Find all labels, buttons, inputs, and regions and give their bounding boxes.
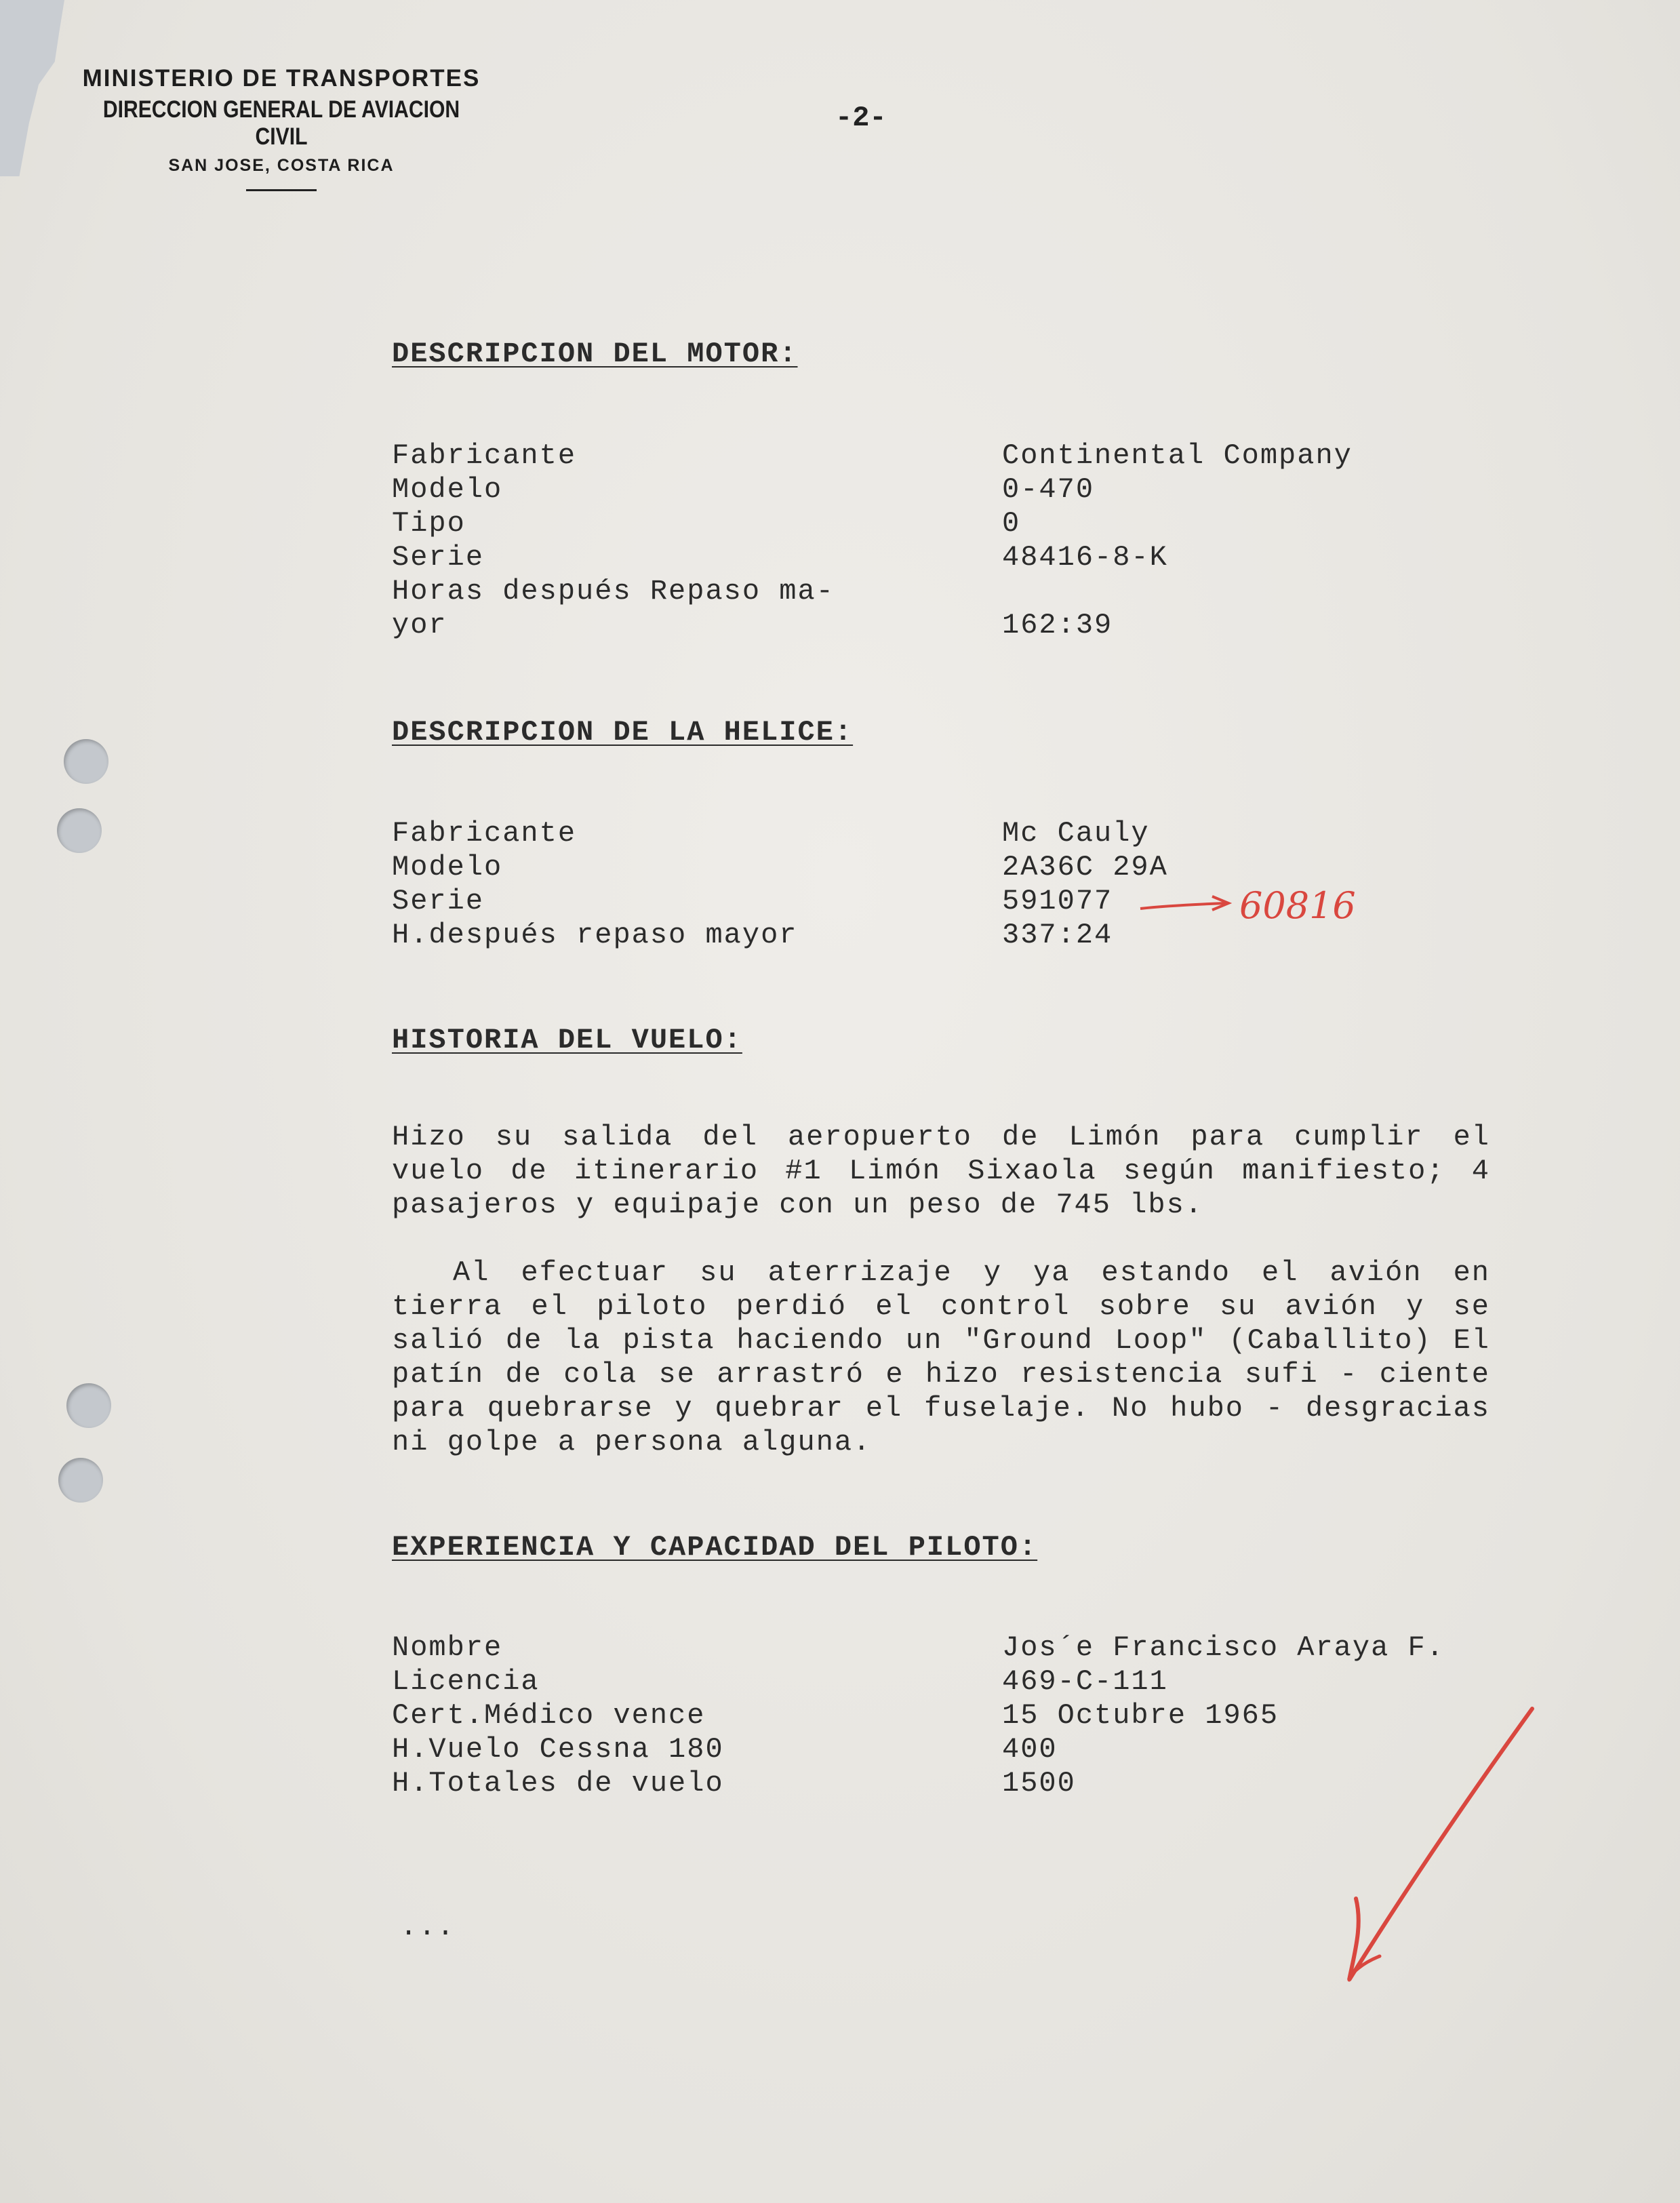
- row-label: Tipo: [392, 507, 466, 540]
- handwritten-note: 60816: [1239, 886, 1356, 927]
- row-value: 48416-8-K: [1002, 541, 1168, 574]
- row-label: H.después repaso mayor: [392, 919, 798, 951]
- letterhead-department: DIRECCION GENERAL DE AVIACION CIVIL: [102, 96, 460, 150]
- letterhead-city: SAN JOSE, COSTA RICA: [168, 156, 395, 175]
- row-value: 400: [1002, 1733, 1058, 1766]
- row-label: Modelo: [392, 473, 503, 506]
- row-value: 0-470: [1002, 473, 1095, 506]
- row-value: 591077: [1002, 885, 1113, 917]
- row-label: H.Vuelo Cessna 180: [392, 1733, 724, 1766]
- row-value: 2A36C 29A: [1002, 851, 1168, 884]
- helice-row: [392, 817, 1544, 852]
- row-value: 15 Octubre 1965: [1002, 1699, 1279, 1732]
- motor-row: [392, 609, 1544, 644]
- motor-row: [392, 507, 1544, 542]
- row-value: 1500: [1002, 1767, 1076, 1800]
- handwritten-serial-annotation: [1138, 886, 1382, 940]
- row-label: Fabricante: [392, 439, 577, 472]
- punch-hole: [64, 739, 108, 784]
- row-label: Nombre: [392, 1631, 503, 1664]
- punch-hole: [57, 808, 102, 853]
- row-value: 0: [1002, 507, 1021, 540]
- row-value: Mc Cauly: [1002, 817, 1150, 850]
- row-label: Modelo: [392, 851, 503, 884]
- letterhead-ministry: MINISTERIO DE TRANSPORTES: [82, 65, 481, 92]
- row-label: yor: [392, 609, 447, 641]
- row-label: Serie: [392, 885, 485, 917]
- helice-row: [392, 851, 1544, 886]
- row-label: Licencia: [392, 1665, 540, 1698]
- piloto-row: [392, 1631, 1544, 1667]
- continuation-mark: ...: [400, 1911, 456, 1943]
- letterhead: [64, 65, 498, 191]
- torn-corner: [0, 0, 64, 176]
- row-value: 469-C-111: [1002, 1665, 1168, 1698]
- historia-paragraph: Al efectuar su aterrizaje y ya estando el avión en tierra el piloto perdió el control sobre su avión y se salió de la pista haciendo un "Ground Loop" (Caballito) El patín de cola se arrastró e hizo resistencia sufi - ciente para quebrarse y quebrar el fuselaje. No hubo - desgracias ni golpe a persona alguna.: [392, 1256, 1490, 1458]
- motor-row: [392, 575, 1544, 610]
- motor-row: [392, 541, 1544, 576]
- punch-hole: [58, 1458, 103, 1503]
- motor-heading: DESCRIPCION DEL MOTOR:: [392, 338, 798, 370]
- row-label: Horas después Repaso ma-: [392, 575, 835, 608]
- punch-hole: [66, 1383, 111, 1428]
- row-value: Jos´e Francisco Araya F.: [1002, 1631, 1445, 1664]
- page-number: -2-: [835, 102, 887, 134]
- row-label: Serie: [392, 541, 485, 574]
- helice-heading: DESCRIPCION DE LA HELICE:: [392, 716, 854, 749]
- motor-row: [392, 439, 1544, 475]
- motor-row: [392, 473, 1544, 509]
- historia-heading: HISTORIA DEL VUELO:: [392, 1024, 742, 1056]
- letterhead-rule: [246, 189, 317, 191]
- row-label: Cert.Médico vence: [392, 1699, 706, 1732]
- red-arrow-icon: [1140, 903, 1226, 909]
- row-label: H.Totales de vuelo: [392, 1767, 724, 1800]
- row-value: 337:24: [1002, 919, 1113, 951]
- row-value: 162:39: [1002, 609, 1113, 641]
- row-value: Continental Company: [1002, 439, 1353, 472]
- historia-text: [392, 1120, 1490, 1459]
- row-label: Fabricante: [392, 817, 577, 850]
- red-checkmark-icon: [1342, 1695, 1546, 2000]
- piloto-heading: EXPERIENCIA Y CAPACIDAD DEL PILOTO:: [392, 1531, 1038, 1564]
- historia-paragraph: Hizo su salida del aeropuerto de Limón para cumplir el vuelo de itinerario #1 Limón Sixaola según manifiesto; 4 pasajeros y equipaje con un peso de 745 lbs.: [392, 1121, 1490, 1221]
